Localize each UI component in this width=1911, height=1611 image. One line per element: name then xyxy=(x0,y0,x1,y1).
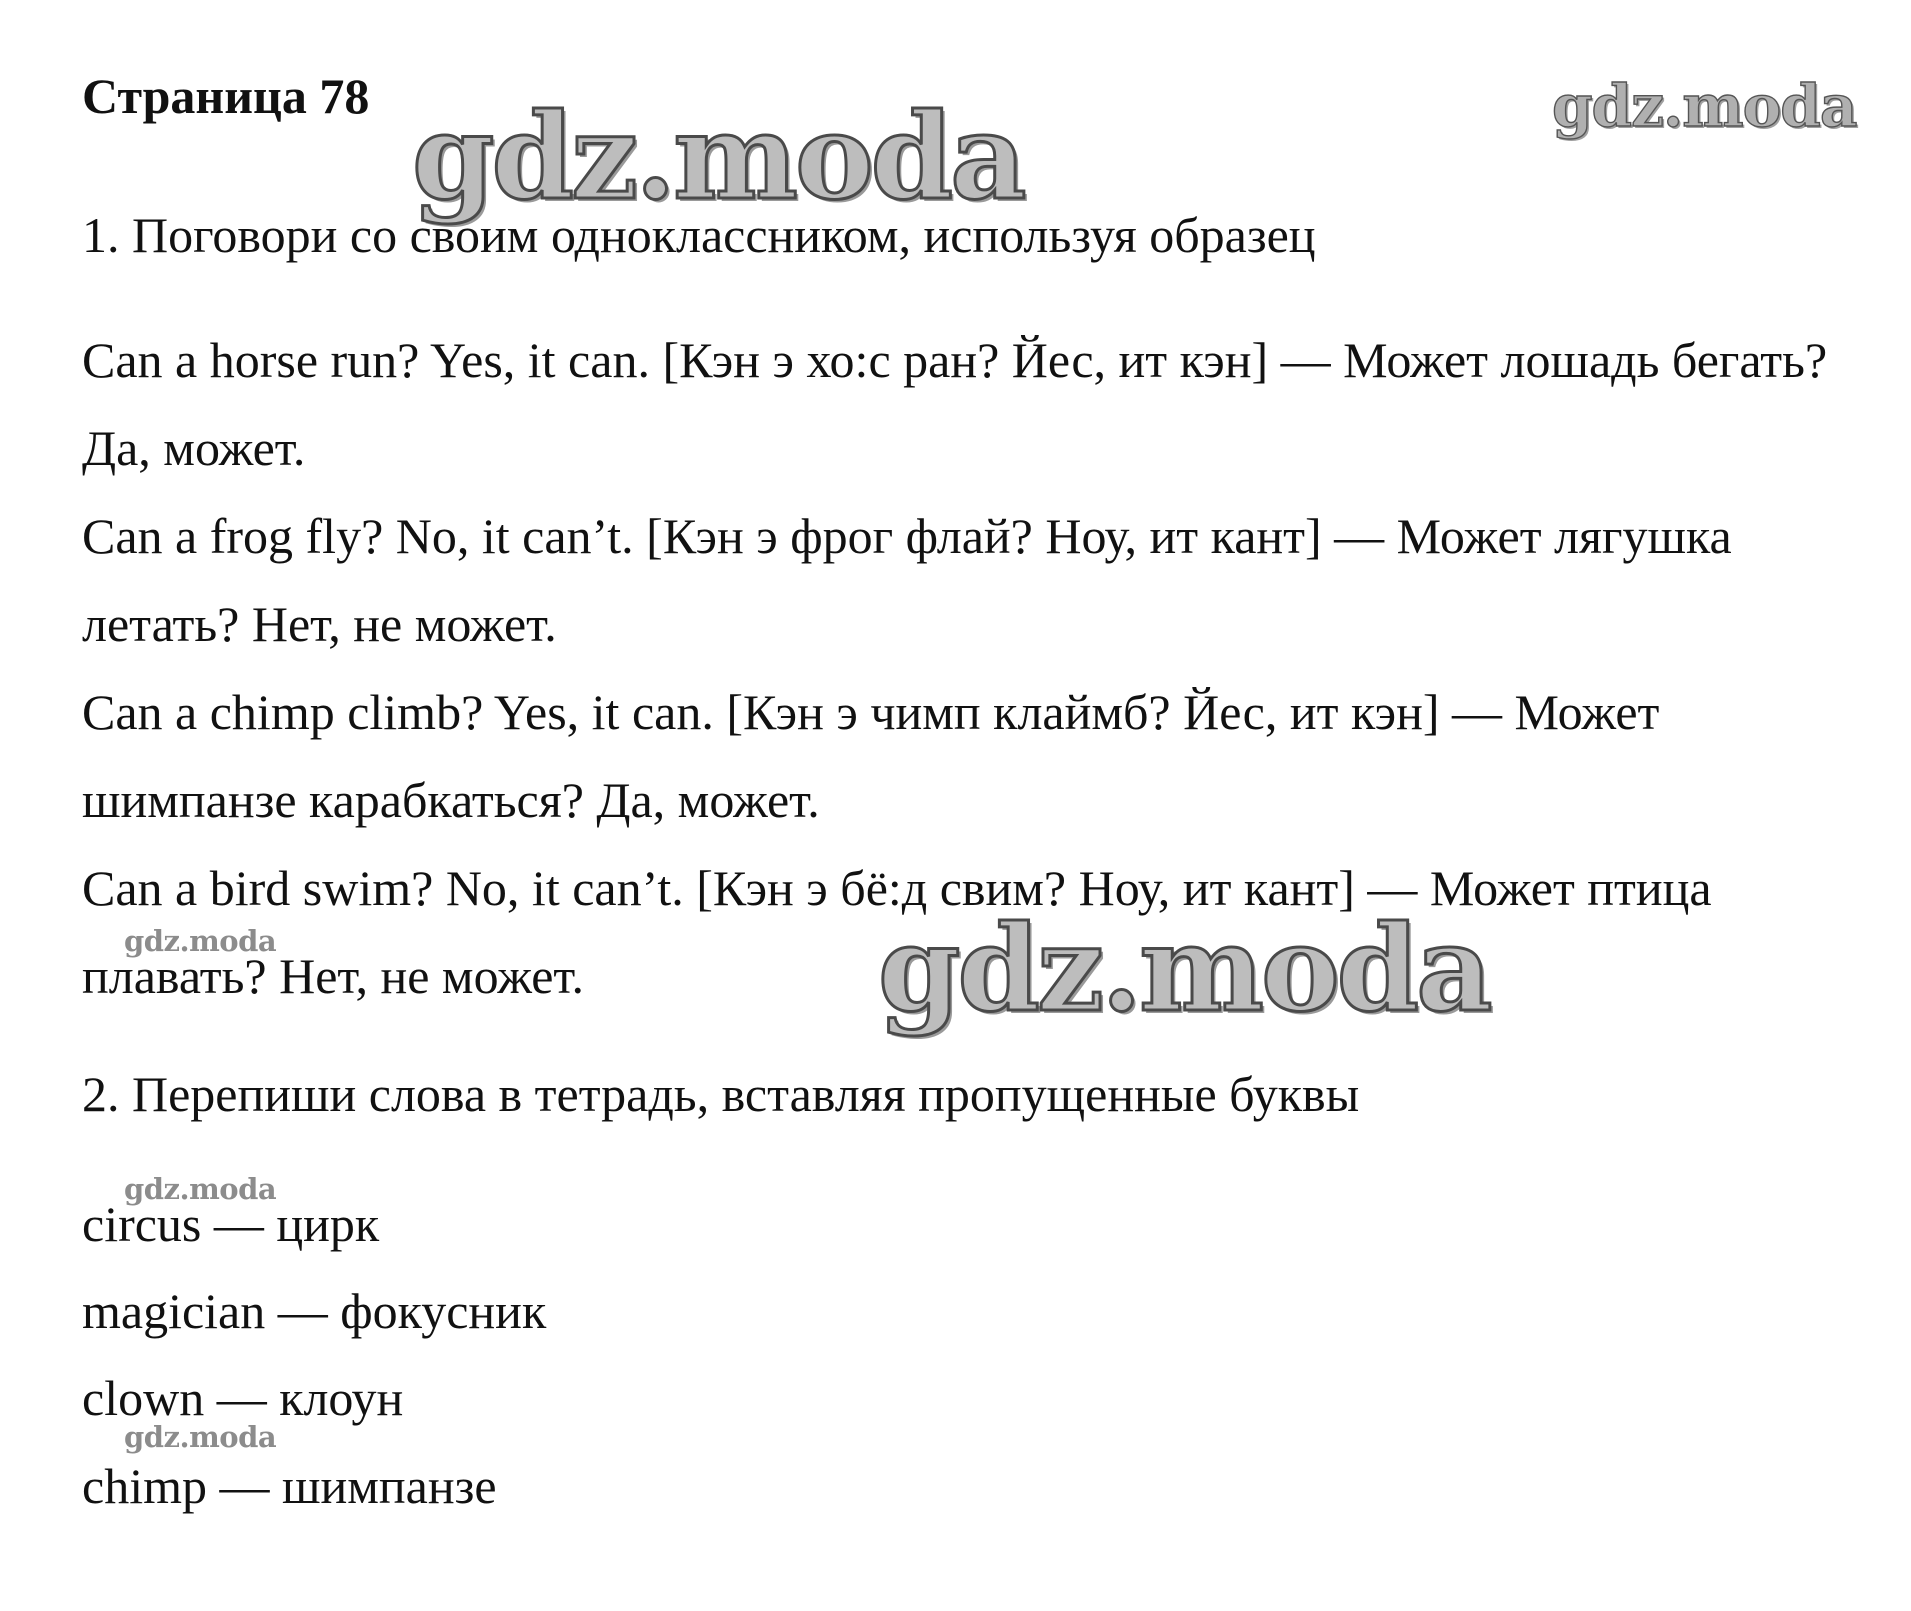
exercise-1-heading: 1. Поговори со своим одноклассником, используя образец xyxy=(82,207,1316,263)
exercise-1-paragraph: Can a bird swim? No, it can’t. [Кэн э бё:д свим? Ноу, ит кант] — Может птица плавать? Нет, не может. xyxy=(82,860,1712,1004)
watermark-logo: gdz.moda xyxy=(1552,72,1857,140)
word-item: clown — клоун xyxy=(82,1370,404,1426)
word-item: circus — цирк xyxy=(82,1196,380,1252)
exercise-1-paragraph: Can a horse run? Yes, it can. [Кэн э хо:с ран? Йес, ит кэн] — Может лошадь бегать? Да, может. xyxy=(82,332,1828,476)
exercise-1-paragraph: Can a frog fly? No, it can’t. [Кэн э фрог флай? Ноу, ит кант] — Может лягушка летать? Нет, не может. xyxy=(82,508,1732,652)
exercise-2-heading: 2. Перепиши слова в тетрадь, вставляя пропущенные буквы xyxy=(82,1066,1360,1122)
word-item: chimp — шимпанзе xyxy=(82,1458,497,1514)
watermark-logo: gdz.moda xyxy=(878,899,1490,1038)
watermark-logo: gdz.moda xyxy=(124,1172,277,1206)
watermark-logo: gdz.moda xyxy=(124,924,277,958)
watermark-logo: gdz.moda xyxy=(412,87,1024,226)
word-item: magician — фокусник xyxy=(82,1283,547,1339)
watermark-logo: gdz.moda xyxy=(124,1420,277,1454)
exercise-1-paragraph: Can a chimp climb? Yes, it can. [Кэн э чимп клаймб? Йес, ит кэн] — Может шимпанзе карабкаться? Да, может. xyxy=(82,684,1660,828)
page-title: Страница 78 xyxy=(82,68,370,124)
